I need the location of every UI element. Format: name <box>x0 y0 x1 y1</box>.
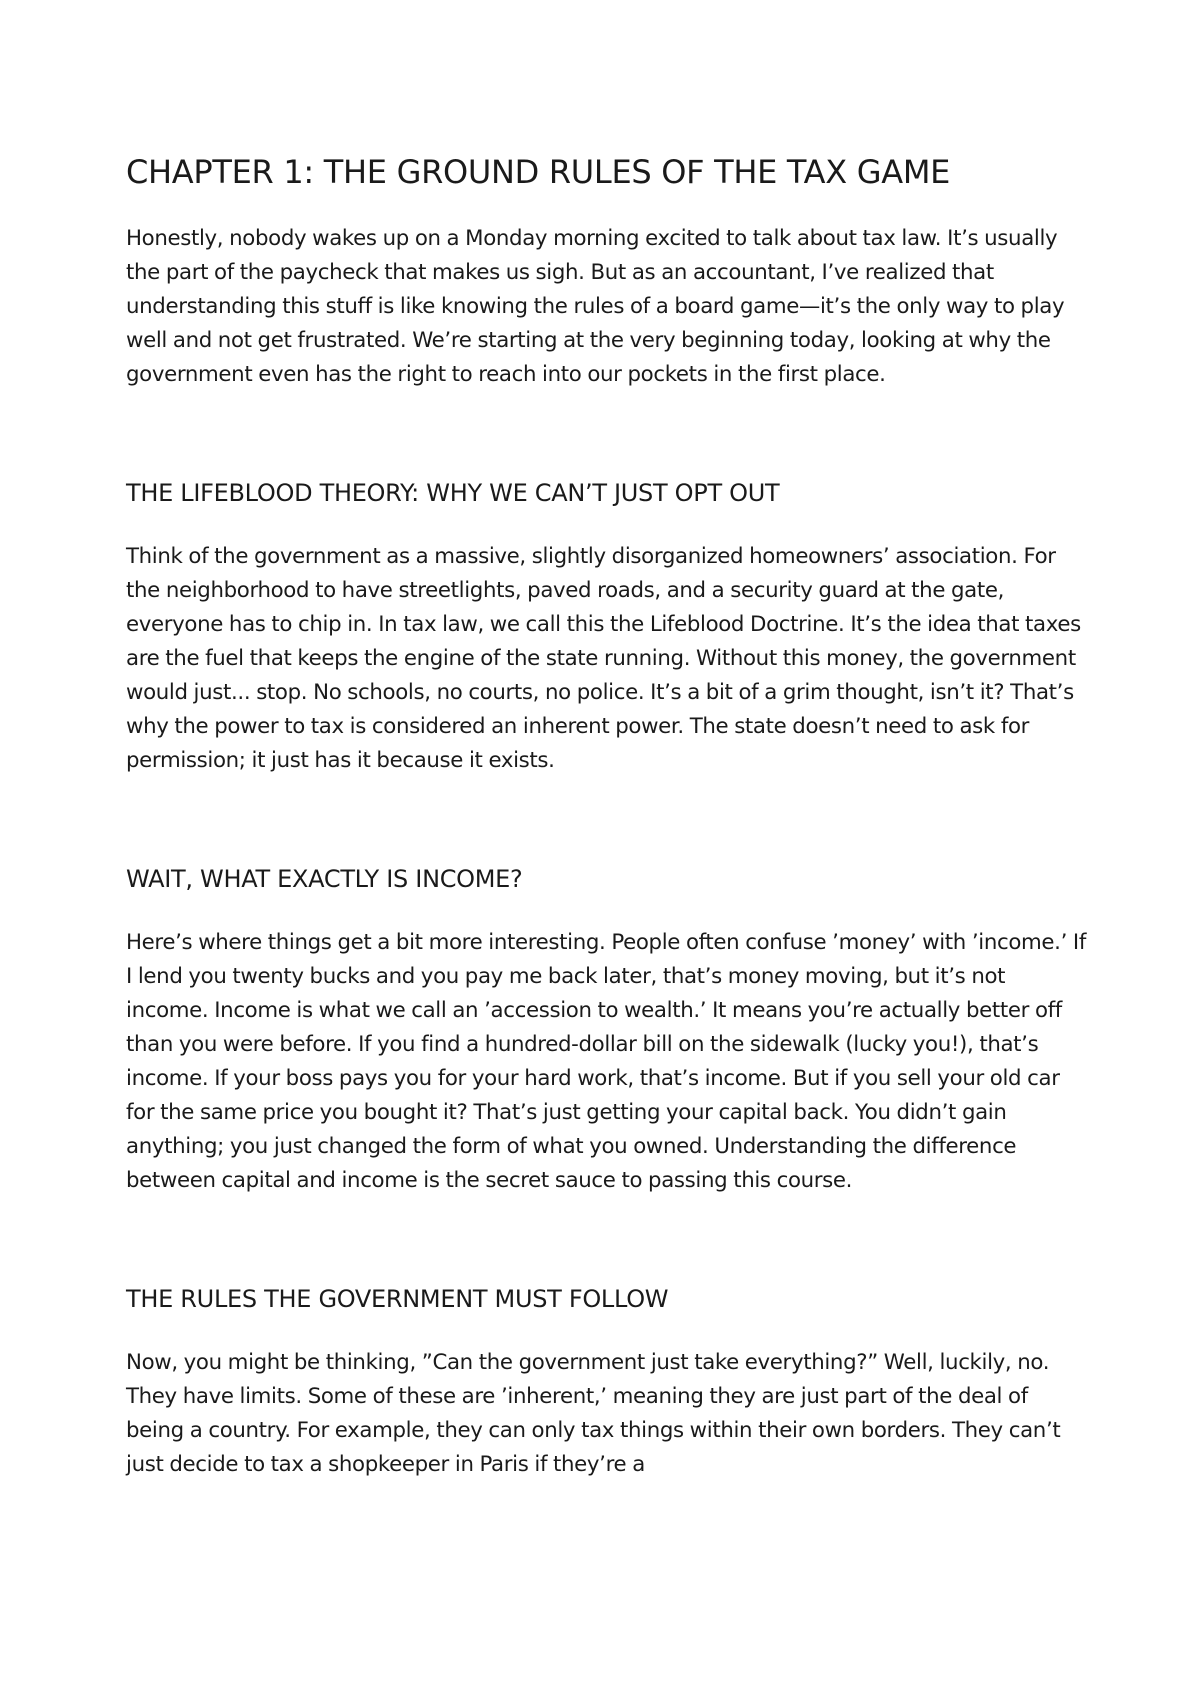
intro-paragraph: Honestly, nobody wakes up on a Monday morning excited to talk about tax law. It’s usually the part of the paycheck that makes us sigh. But as an accountant, I’ve realized that understanding this stuff is like knowing the rules of a board game—it’s the only way to play well and not get frustrated. We’re starting at the very beginning today, looking at why the government even has the right to reach into our pockets in the first place. <box>126 226 1065 387</box>
section-body-lifeblood: Think of the government as a massive, slightly disorganized homeowners’ association. For the neighborhood to have streetlights, paved roads, and a security guard at the gate, everyone has to chip in. In tax law, we call this the Lifeblood Doctrine. It’s the idea that taxes are the fuel that keeps the engine of the state running. Without this money, the government would just... stop. No schools, no courts, no police. It’s a bit of a grim thought, isn’t it? That’s why the power to tax is considered an inherent power. The state doesn’t need to ask for permission; it just has it because it exists. <box>126 544 1081 773</box>
section-heading-lifeblood: THE LIFEBLOOD THEORY: WHY WE CAN’T JUST OPT OUT <box>126 479 780 507</box>
chapter-title: CHAPTER 1: THE GROUND RULES OF THE TAX GAME <box>126 153 951 191</box>
section-body-income: Here’s where things get a bit more interesting. People often confuse ’money’ with ’income.’ If I lend you twenty bucks and you pay me back later, that’s money moving, but it’s not income. Income is what we call an ’accession to wealth.’ It means you’re actually better off than you were before. If you find a hundred-dollar bill on the sidewalk (lucky you!), that’s income. If your boss pays you for your hard work, that’s income. But if you sell your old car for the same price you bought it? That’s just getting your capital back. You didn’t gain anything; you just changed the form of what you owned. Understanding the difference between capital and income is the secret sauce to passing this course. <box>126 930 1086 1193</box>
section-heading-income: WAIT, WHAT EXACTLY IS INCOME? <box>126 865 523 893</box>
section-heading-rules: THE RULES THE GOVERNMENT MUST FOLLOW <box>126 1285 669 1313</box>
section-body-rules: Now, you might be thinking, ”Can the government just take everything?” Well, luckily, no. They have limits. Some of these are ’inherent,’ meaning they are just part of the deal of being a country. For example, they can only tax things within their own borders. They can’t just decide to tax a shopkeeper in Paris if they’re a <box>126 1350 1061 1477</box>
document-content <box>126 150 1086 1482</box>
